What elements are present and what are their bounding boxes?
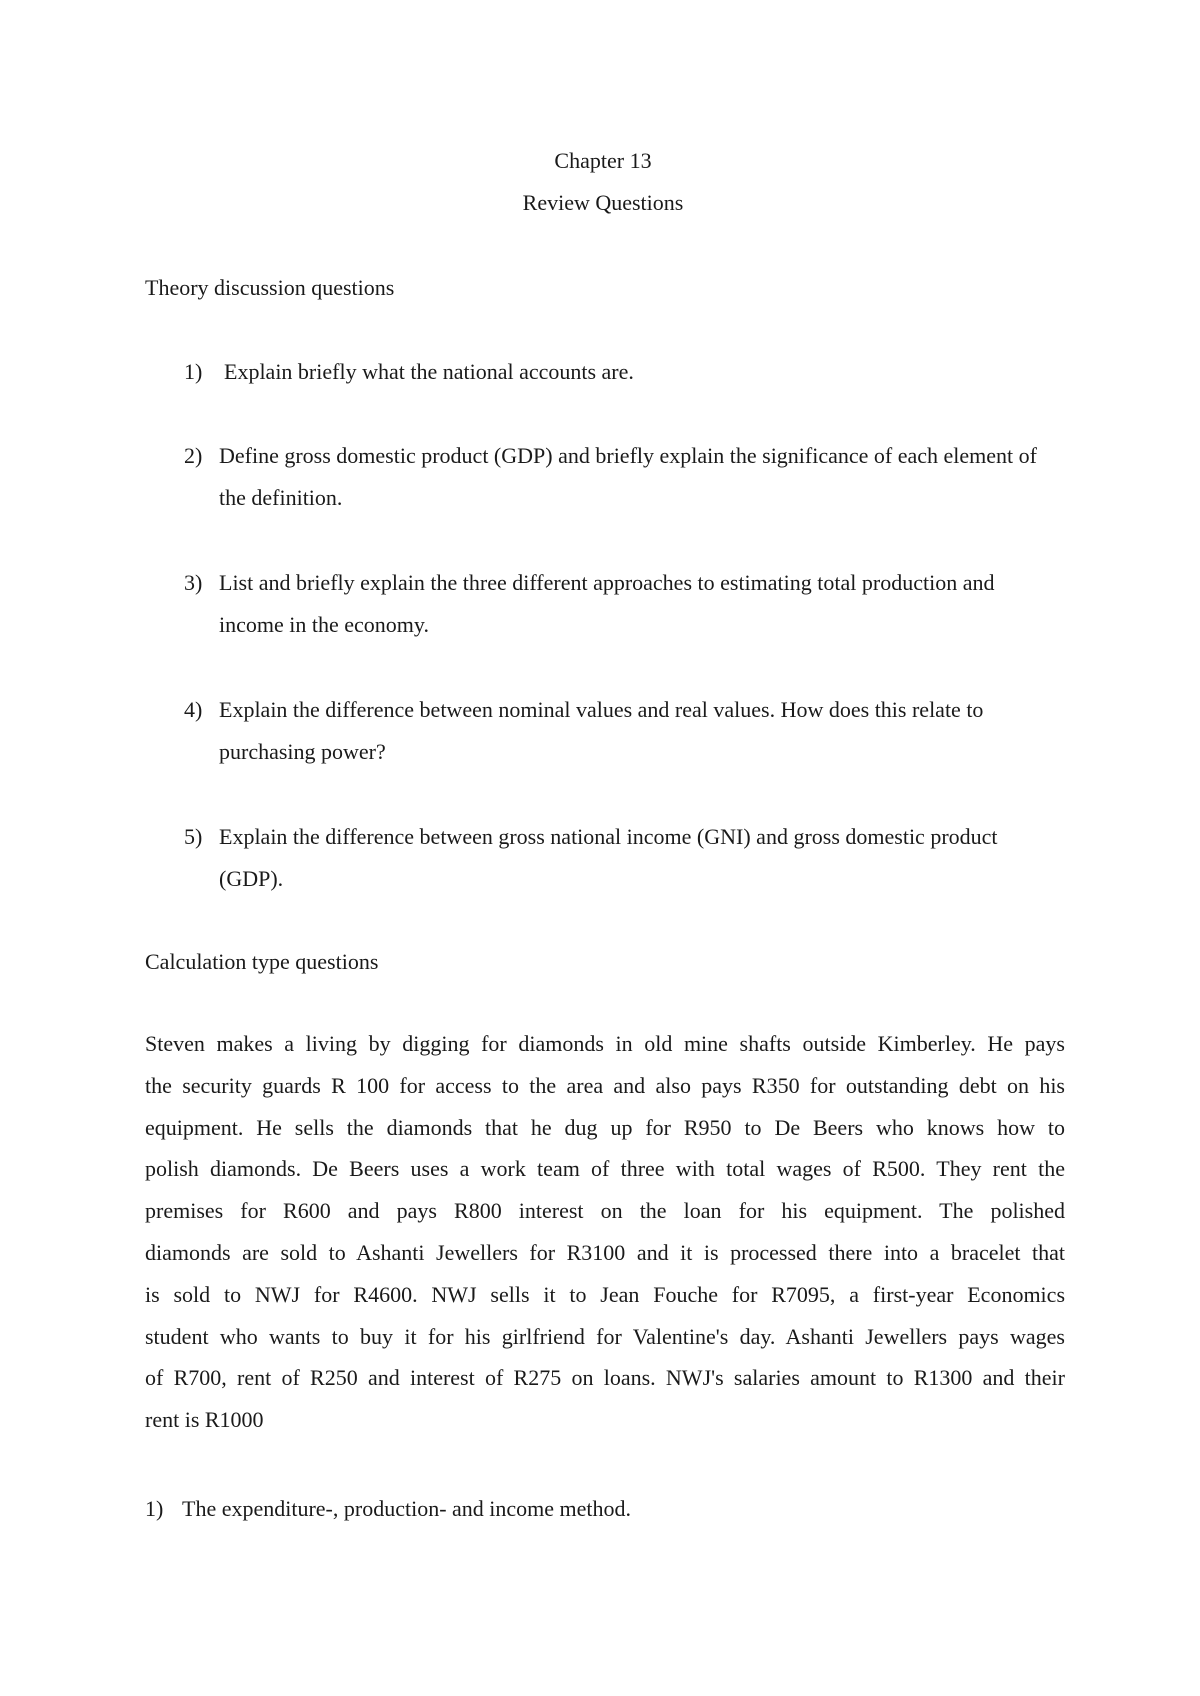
question-number: 3) (184, 570, 203, 595)
question-number: 1) (184, 359, 203, 384)
question-text: Explain briefly what the national accounts are. (224, 359, 634, 384)
paragraph-line: premises for R600 and pays R800 interest on the loan for his equipment. The polished (145, 1198, 1065, 1224)
paragraph-line: student who wants to buy it for his girlfriend for Valentine's day. Ashanti Jewellers pays wages (145, 1323, 1065, 1349)
paragraph-line: equipment. He sells the diamonds that he dug up for R950 to De Beers who knows how to (145, 1114, 1065, 1140)
paragraph-line: of R700, rent of R250 and interest of R275 on loans. NWJ's salaries amount to R1300 and their (145, 1365, 1065, 1391)
question-number: 4) (184, 697, 203, 722)
question-text: Explain the difference between gross national income (GNI) and gross domestic product (GDP). (219, 824, 998, 891)
paragraph-line: the security guards R 100 for access to the area and also pays R350 for outstanding debt on his (145, 1072, 1065, 1098)
question-text: Explain the difference between nominal values and real values. How does this relate to purchasing power? (219, 697, 984, 764)
question-number: 5) (184, 824, 203, 849)
paragraph-line: Steven makes a living by digging for diamonds in old mine shafts outside Kimberley. He pays (145, 1031, 1065, 1056)
calculation-heading: Calculation type questions (145, 949, 379, 974)
page-subtitle: Review Questions (522, 190, 684, 215)
paragraph-line: polish diamonds. De Beers uses a work team of three with total wages of R500. They rent the (145, 1156, 1065, 1182)
calculation-question-number: 1) (145, 1496, 164, 1521)
question-text: Define gross domestic product (GDP) and briefly explain the significance of each element of the definition. (219, 443, 1037, 510)
paragraph-line: is sold to NWJ for R4600. NWJ sells it to Jean Fouche for R7095, a first-year Economics (145, 1281, 1065, 1307)
paragraph-line: rent is R1000 (145, 1407, 264, 1433)
calculation-question-text: The expenditure-, production- and income method. (182, 1496, 632, 1521)
question-number: 2) (184, 443, 203, 468)
paragraph-line: diamonds are sold to Ashanti Jewellers for R3100 and it is processed there into a bracelet that (145, 1239, 1065, 1265)
question-text: List and briefly explain the three different approaches to estimating total production and income in the economy. (219, 570, 995, 637)
chapter-title: Chapter 13 (554, 148, 652, 173)
scenario-paragraph (145, 1023, 1065, 1441)
theory-heading: Theory discussion questions (145, 275, 395, 300)
